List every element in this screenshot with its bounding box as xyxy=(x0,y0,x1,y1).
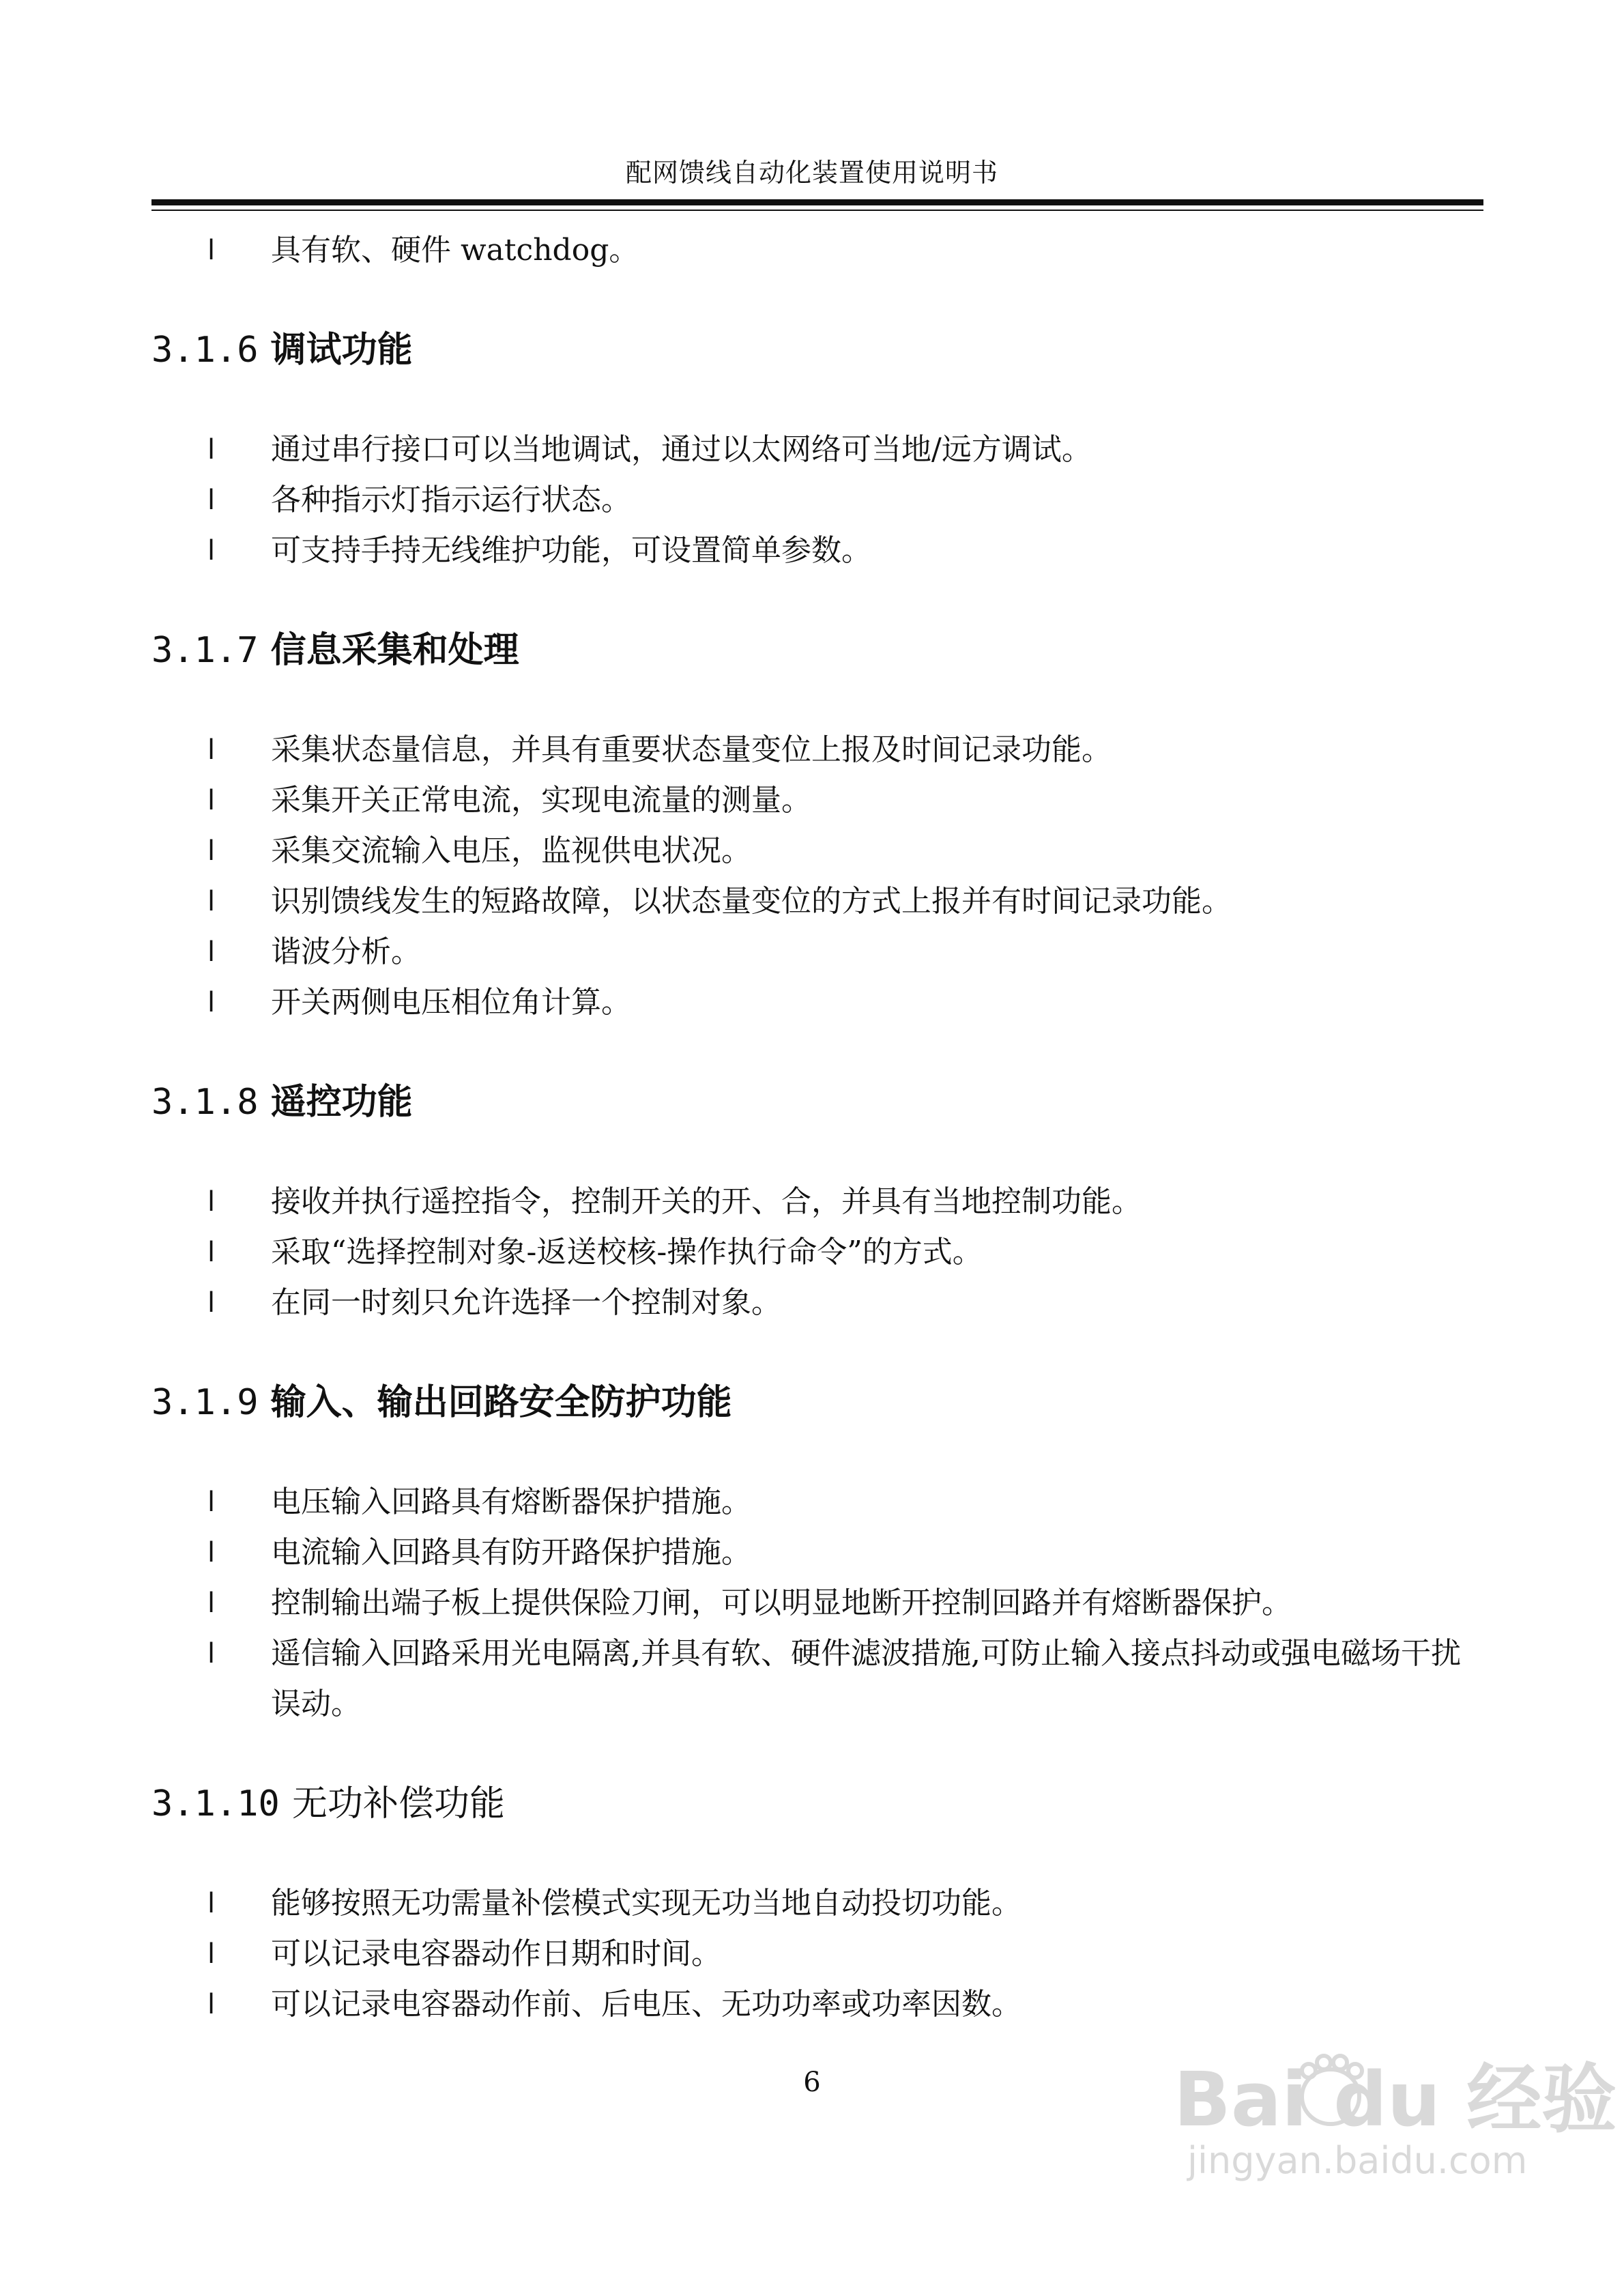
section-3-1-7 xyxy=(151,627,1482,1028)
list-item xyxy=(151,876,1482,927)
baidu-jingyan-watermark xyxy=(1160,2043,1617,2187)
section-heading xyxy=(151,1379,1482,1426)
list-item-text: 在同一时刻只允许选择一个控制对象。 xyxy=(271,1285,781,1320)
list-item-text: 开关两侧电压相位角计算。 xyxy=(271,985,631,1020)
bullet-mark: l xyxy=(207,434,216,465)
intro-list xyxy=(151,225,1482,276)
section-number: 3.1.9 xyxy=(151,1382,259,1423)
section-number: 3.1.6 xyxy=(151,330,259,371)
list-item xyxy=(151,927,1482,977)
page-number: 6 xyxy=(803,2067,821,2098)
list-item-text: 采集交流输入电压，监视供电状况。 xyxy=(271,833,751,868)
section-list xyxy=(151,725,1482,1028)
list-item xyxy=(151,425,1482,475)
list-item xyxy=(151,1227,1482,1278)
bullet-mark: l xyxy=(207,235,216,266)
list-item-text: 各种指示灯指示运行状态。 xyxy=(271,483,631,517)
list-item-text: 能够按照无功需量补偿模式实现无功当地自动投切功能。 xyxy=(271,1886,1021,1921)
section-number: 3.1.10 xyxy=(151,1783,280,1824)
bullet-mark: l xyxy=(207,1888,216,1919)
bullet-mark: l xyxy=(207,886,216,917)
list-item-text: 采取“选择控制对象-返送校核-操作执行命令”的方式。 xyxy=(271,1235,983,1269)
section-heading xyxy=(151,326,1482,374)
bullet-mark: l xyxy=(207,734,216,766)
list-item-text: 谐波分析。 xyxy=(271,934,421,969)
bullet-mark: l xyxy=(207,1938,216,1970)
section-heading xyxy=(151,1780,1482,1828)
section-title: 输入、输出回路安全防护功能 xyxy=(270,1381,732,1423)
section-list xyxy=(151,1177,1482,1328)
list-item xyxy=(151,1527,1482,1578)
bullet-mark: l xyxy=(207,1237,216,1268)
list-item xyxy=(151,826,1482,876)
section-title: 无功补偿功能 xyxy=(291,1783,505,1824)
bullet-mark: l xyxy=(207,936,216,968)
list-item xyxy=(151,1278,1482,1328)
list-item xyxy=(151,1628,1482,1730)
section-number: 3.1.8 xyxy=(151,1082,259,1123)
watermark-brand: Bai du 经验 xyxy=(1174,2056,1617,2143)
section-list xyxy=(151,1477,1482,1730)
list-item-text: 遥信输入回路采用光电隔离,并具有软、硬件滤波措施,可防止输入接点抖动或强电磁场干扰误动。 xyxy=(271,1636,1461,1721)
list-item xyxy=(151,775,1482,826)
list-item-text: 识别馈线发生的短路故障，以状态量变位的方式上报并有时间记录功能。 xyxy=(271,884,1232,919)
section-3-1-6 xyxy=(151,326,1482,576)
list-item-text: 可以记录电容器动作日期和时间。 xyxy=(271,1936,721,1971)
bullet-mark: l xyxy=(207,785,216,816)
bullet-mark: l xyxy=(207,485,216,516)
section-heading xyxy=(151,1078,1482,1126)
list-item xyxy=(151,1878,1482,1929)
section-3-1-10 xyxy=(151,1780,1482,2030)
section-3-1-9 xyxy=(151,1379,1482,1730)
list-item xyxy=(151,1979,1482,2030)
section-title: 调试功能 xyxy=(270,329,413,371)
section-heading xyxy=(151,627,1482,674)
list-item xyxy=(151,1578,1482,1628)
list-item xyxy=(151,526,1482,576)
section-number: 3.1.7 xyxy=(151,630,259,671)
section-3-1-8 xyxy=(151,1078,1482,1328)
bullet-mark: l xyxy=(207,535,216,566)
bullet-mark: l xyxy=(207,835,216,867)
bullet-mark: l xyxy=(207,1487,216,1518)
list-item-text: 通过串行接口可以当地调试，通过以太网络可当地/远方调试。 xyxy=(271,432,1092,467)
bullet-mark: l xyxy=(207,987,216,1018)
list-item-text: 采集开关正常电流，实现电流量的测量。 xyxy=(271,783,811,818)
section-title: 遥控功能 xyxy=(270,1081,413,1123)
watermark-logo-icon xyxy=(1160,2043,1617,2187)
list-item-text: 具有软、硬件 watchdog。 xyxy=(271,233,639,268)
list-item-text: 采集状态量信息，并具有重要状态量变位上报及时间记录功能。 xyxy=(271,732,1112,767)
section-list xyxy=(151,1878,1482,2030)
list-item xyxy=(151,725,1482,775)
page-content xyxy=(151,225,1482,2030)
bullet-mark: l xyxy=(207,1588,216,1619)
header-rule-thin xyxy=(151,210,1483,211)
list-item xyxy=(151,1929,1482,1979)
header-rule-thick xyxy=(151,199,1483,205)
list-item-text: 接收并执行遥控指令，控制开关的开、合，并具有当地控制功能。 xyxy=(271,1184,1142,1219)
bullet-mark: l xyxy=(207,1186,216,1218)
bullet-mark: l xyxy=(207,1287,216,1319)
section-list xyxy=(151,425,1482,576)
list-item-text: 可支持手持无线维护功能，可设置简单参数。 xyxy=(271,533,871,568)
list-item xyxy=(151,1177,1482,1227)
header-title: 配网馈线自动化装置使用说明书 xyxy=(625,158,998,188)
section-title: 信息采集和处理 xyxy=(270,629,519,671)
list-item xyxy=(151,475,1482,526)
list-item-text: 电流输入回路具有防开路保护措施。 xyxy=(271,1535,751,1570)
bullet-mark: l xyxy=(207,1989,216,2020)
list-item xyxy=(151,977,1482,1028)
bullet-mark: l xyxy=(207,1638,216,1669)
list-item xyxy=(151,1477,1482,1527)
watermark-url: jingyan.baidu.com xyxy=(1187,2139,1528,2182)
list-item xyxy=(151,225,1482,276)
list-item-text: 控制输出端子板上提供保险刀闸，可以明显地断开控制回路并有熔断器保护。 xyxy=(271,1585,1292,1620)
list-item-text: 可以记录电容器动作前、后电压、无功功率或功率因数。 xyxy=(271,1987,1021,2022)
bullet-mark: l xyxy=(207,1537,216,1568)
list-item-text: 电压输入回路具有熔断器保护措施。 xyxy=(271,1484,751,1519)
